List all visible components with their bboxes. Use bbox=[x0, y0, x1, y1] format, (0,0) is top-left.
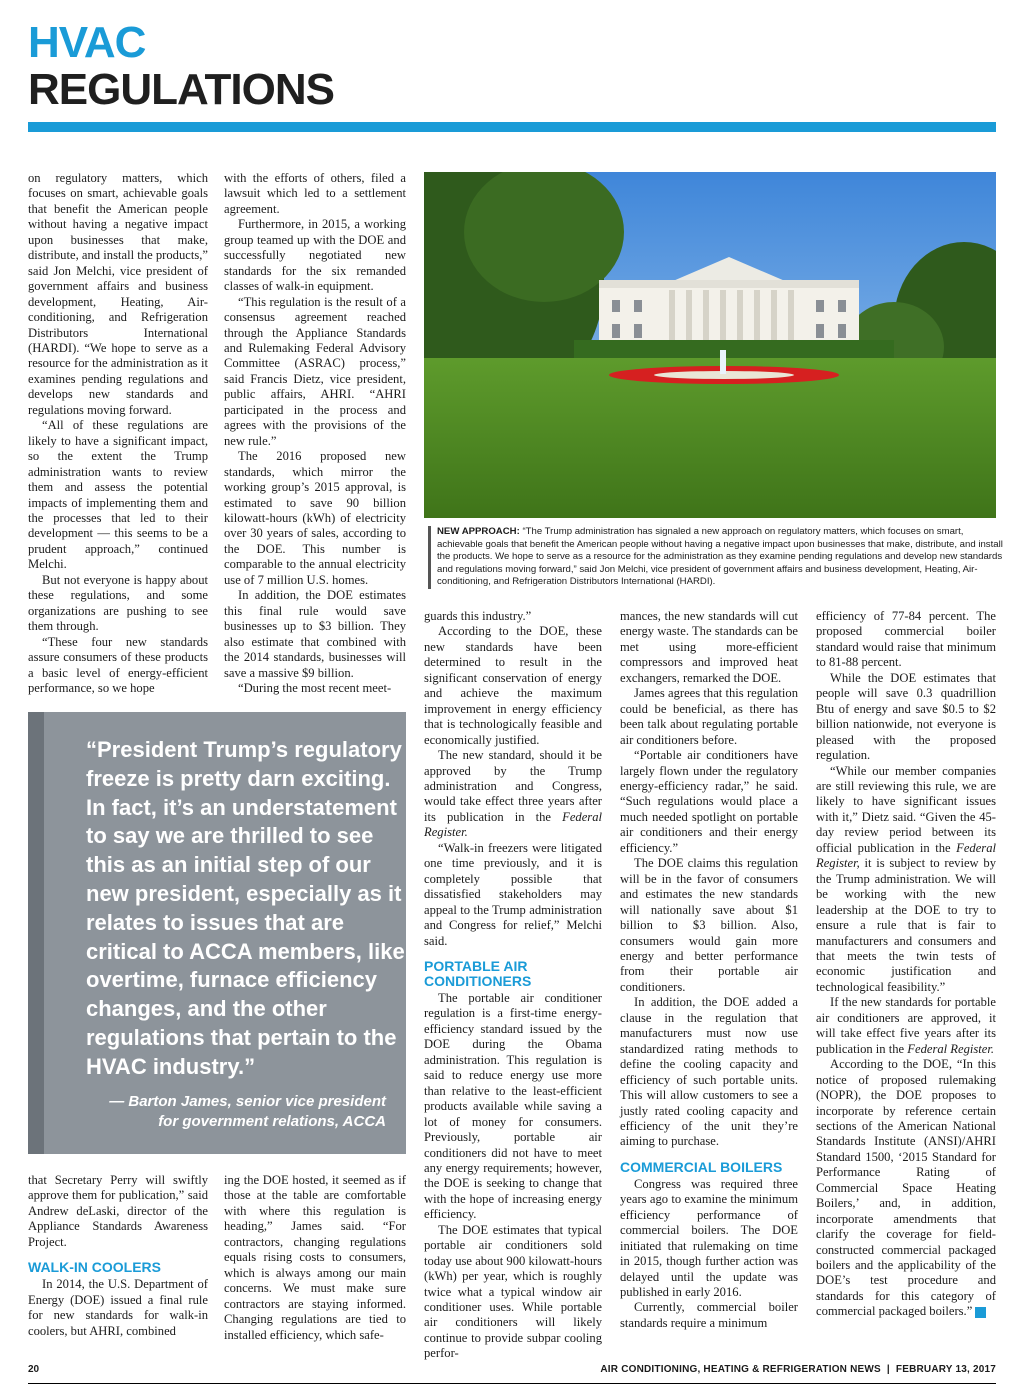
page-title: REGULATIONS bbox=[28, 65, 334, 114]
column-1-bottom bbox=[28, 1173, 208, 1339]
photo-caption bbox=[428, 526, 1003, 589]
column-3 bbox=[424, 609, 602, 1362]
pull-quote-text: “President Trump’s regulatory freeze is pretty darn exciting. In fact, it’s an understatement to say we are thrilled to see this as an initial step of our new president, especially as it relates to issues that are critical to ACCA members, like overtime, furnace efficiency changes, and the other regulations that pertain to the HVAC industry.” bbox=[86, 737, 405, 1079]
paragraph: In 2014, the U.S. Department of Energy (DOE) issued a final rule for new standards for walk-in coolers, but AHRI, combined bbox=[28, 1277, 208, 1338]
publication-name: Federal Register. bbox=[424, 809, 602, 840]
paragraph: on regulatory matters, which focuses on smart, achievable goals that benefit the American people without having a negative impact upon businesses that make, distribute, and install the products,” said Jon Melchi, vice president of government affairs and business development, Heating, Air-conditioning, and Refrigeration Distributors International (HARDI). “We hope to serve as a resource for the administration as it examines pending regulations and develops new standards and regulations moving forward. bbox=[28, 171, 208, 417]
paragraph: “These four new standards assure consumers of these products a basic level of energy-efficient performance, so we hope bbox=[28, 634, 208, 695]
section-kicker: HVAC bbox=[28, 18, 146, 67]
paragraph: In addition, the DOE added a clause in the regulation that manufacturers must now use standardized rating methods to define the cooling capacity and efficiency of such portable units. This will allow customers to see a justly rated cooling capacity and efficiency of the unit they’re aiming to purchase. bbox=[620, 995, 798, 1149]
subhead-commercial-boilers: COMMERCIAL BOILERS bbox=[620, 1158, 783, 1175]
paragraph: “All of these regulations are likely to have a significant impact, so the extent the Trump administration wants to review them and assess the potential impacts of implementing them and the processes that led to their development — this seems to be a prudent approach,” continued Melchi. bbox=[28, 418, 208, 572]
paragraph: According to the DOE, these new standards have been determined to result in the significant conservation of energy and achieve the maximum improvement in energy efficiency that is technologically feasible and economically justified. bbox=[424, 624, 602, 747]
paragraph: ing the DOE hosted, it seemed as if those at the table are comfortable with where this regulation is heading,” James said. “For contractors, changing regulations equals rising costs to consumers, which is always among our main concerns. We must make sure contractors are staying informed. Changing regulations are tied to installed efficiency, which safe- bbox=[224, 1173, 406, 1342]
paragraph: Furthermore, in 2015, a working group teamed up with the DOE and successfully negotiated new standards for the six remanded classes of walk-in equipment. bbox=[224, 217, 406, 294]
paragraph bbox=[424, 748, 602, 841]
page-number: 20 bbox=[28, 1364, 40, 1375]
attribution-line: — Barton James, senior vice president bbox=[109, 1093, 386, 1110]
text-run: According to the DOE, “In this notice of proposed rulemaking (NOPR), the DOE proposes to incorporate by reference certain sections of the American National Standards Institute (ANSI)/AHRI Standard 1500, ‘2015 Standard for Performance Rating of Commercial Space Heating Boilers,’ and, in addition, incorporate amendments that clarify the coverage for field-constructed commercial packaged boilers and the applicability of the DOE’s test procedure and standards for this category of commercial packaged boilers.” bbox=[816, 1057, 996, 1319]
column-5 bbox=[816, 609, 996, 1320]
paragraph: that Secretary Perry will swiftly approve them for publication,” said Andrew deLaski, director of the Appliance Standards Awareness Project. bbox=[28, 1173, 208, 1249]
text-run: If the new standards for portable air conditioners are approved, it will take effect five years after its publication in the bbox=[816, 995, 996, 1056]
paragraph: with the efforts of others, filed a lawsuit which led to a settlement agreement. bbox=[224, 171, 406, 216]
paragraph: efficiency of 77-84 percent. The proposed commercial boiler standard would raise that minimum to 81-88 percent. bbox=[816, 609, 996, 670]
paragraph: “Walk-in freezers were litigated one time previously, and it is completely possible that dissatisfied stakeholders may appeal to the Trump administration and Congress for relief,” Melchi said. bbox=[424, 840, 602, 948]
paragraph: But not everyone is happy about these regulations, and some organizations are pushing to see them through. bbox=[28, 572, 208, 634]
text-run: it is subject to review by the Trump administration. We will be working with the new leadership at the DOE to try to ensure a rule that is fair to manufacturers and consumers and that meets the twin tests of economic justification and technological feasibility.” bbox=[816, 856, 996, 994]
paragraph bbox=[816, 995, 996, 1057]
publication-name: Federal Register. bbox=[907, 1041, 995, 1056]
paragraph bbox=[816, 1057, 996, 1320]
text-run: The new standard, should it be approved by the Trump administration and Congress, would take effect three years after its publication in the bbox=[424, 748, 602, 824]
pull-quote bbox=[28, 712, 406, 1154]
issue-date: FEBRUARY 13, 2017 bbox=[895, 1364, 996, 1375]
paragraph: James agrees that this regulation could be beneficial, as there has been talk about regulating portable air conditioners before. bbox=[620, 686, 798, 747]
text-run: “While our member companies are still reviewing this rule, we are likely to have significant issues with it,” Dietz said. “Given the 45-day review period between its official publication in the bbox=[816, 763, 996, 855]
end-mark-icon: N bbox=[975, 1307, 986, 1318]
caption-text: “The Trump administration has signaled a new approach on regulatory matters, which focuses on smart, achievable goals that benefit the American people without having a negative impact upon businesses that make, distribute, and install the products. We hope to serve as a resource for the administration as they examine pending regulations and develop new standards and regulations moving forward,” said Jon Melchi, vice president of government affairs and business development, Heating, Air-conditioning, and Refrigeration Distributors International (HARDI). bbox=[437, 526, 1003, 588]
subhead-portable-air-conditioners: PORTABLE AIR CONDITIONERS bbox=[424, 957, 532, 989]
column-2-top bbox=[224, 171, 406, 696]
column-1-top bbox=[28, 171, 208, 696]
publication-name-footer: AIR CONDITIONING, HEATING & REFRIGERATION NEWS bbox=[600, 1364, 881, 1375]
paragraph bbox=[816, 764, 996, 996]
footer-rule bbox=[28, 1383, 996, 1384]
subhead-walk-in-coolers: WALK-IN COOLERS bbox=[28, 1259, 161, 1276]
paragraph: The DOE claims this regulation will be in the favor of consumers and estimates the new standards will nationally save about $1 billion to $3 billion. Also, consumers would gain more energy and better performance from their portable air conditioners. bbox=[620, 856, 798, 994]
pull-quote-bar bbox=[28, 712, 44, 1154]
header-rule bbox=[28, 122, 996, 132]
publication-name: Federal Register, bbox=[816, 840, 996, 871]
paragraph: The DOE estimates that typical portable air conditioners sold today use about 900 kilowatt-hours (kWh) per year, which is roughly twice what a typical window air conditioner uses. While portable air conditioners will likely continue to provide subpar cooling perfor- bbox=[424, 1222, 602, 1361]
white-house-illustration bbox=[424, 172, 996, 518]
paragraph: The portable air conditioner regulation is a first-time energy-efficiency standard issued by the DOE during the Obama administration. This regulation is said to reduce energy use more than relative to the least-efficient products available while saving a lot of money for consumers. Previously, portable air conditioners did not have to meet any energy requirements; however, the DOE is seeking to change that with the hope of increasing energy efficiency. bbox=[424, 990, 602, 1222]
paragraph: “Portable air conditioners have largely flown under the regulatory energy-efficiency radar,” he said. “Such regulations would place a much needed spotlight on portable air conditioners and their energy efficiency.” bbox=[620, 748, 798, 855]
caption-lead: NEW APPROACH: bbox=[437, 526, 520, 537]
paragraph: guards this industry.” bbox=[424, 609, 532, 623]
paragraph: Congress was required three years ago to examine the minimum efficiency performance of commercial boilers. The DOE initiated that rulemaking on time in 2015, though further action was delayed until the update was published in early 2016. bbox=[620, 1176, 798, 1300]
paragraph: mances, the new standards will cut energy waste. The standards can be met using more-efficient compressors and improved heat exchangers, remarked the DOE. bbox=[620, 609, 798, 685]
column-4 bbox=[620, 609, 798, 1331]
white-house-photo bbox=[424, 172, 996, 518]
attribution-line: for government relations, ACCA bbox=[158, 1113, 386, 1130]
footer-separator: | bbox=[886, 1364, 890, 1375]
publication-line bbox=[600, 1364, 996, 1375]
paragraph: The 2016 proposed new standards, which mirror the working group’s 2015 approval, is estimated to save 90 billion kilowatt-hours (kWh) of electricity over 30 years of sales, according to the DOE. This number is comparable to the annual electricity use of 7 million U.S. homes. bbox=[224, 449, 406, 587]
pull-quote-attribution bbox=[66, 1092, 386, 1132]
paragraph: In addition, the DOE estimates this final rule would save businesses up to $3 billion. They also estimate that combined with the 2014 standards, businesses will save a massive $9 billion. bbox=[224, 588, 406, 680]
paragraph: While the DOE estimates that people will save 0.3 quadrillion Btu of energy and save $0.5 to $2 billion nationwide, not everyone is pleased with the proposed regulation. bbox=[816, 670, 996, 763]
paragraph: Currently, commercial boiler standards require a minimum bbox=[620, 1300, 798, 1330]
paragraph: “This regulation is the result of a consensus agreement reached through the Appliance Standards and Rulemaking Federal Advisory Committee (ASRAC) process,” said Francis Dietz, vice president, public affairs, AHRI. “AHRI participated in the process and agrees with the provisions of the new rule.” bbox=[224, 294, 406, 448]
column-2-bottom bbox=[224, 1173, 406, 1343]
paragraph: “During the most recent meet- bbox=[238, 680, 392, 695]
